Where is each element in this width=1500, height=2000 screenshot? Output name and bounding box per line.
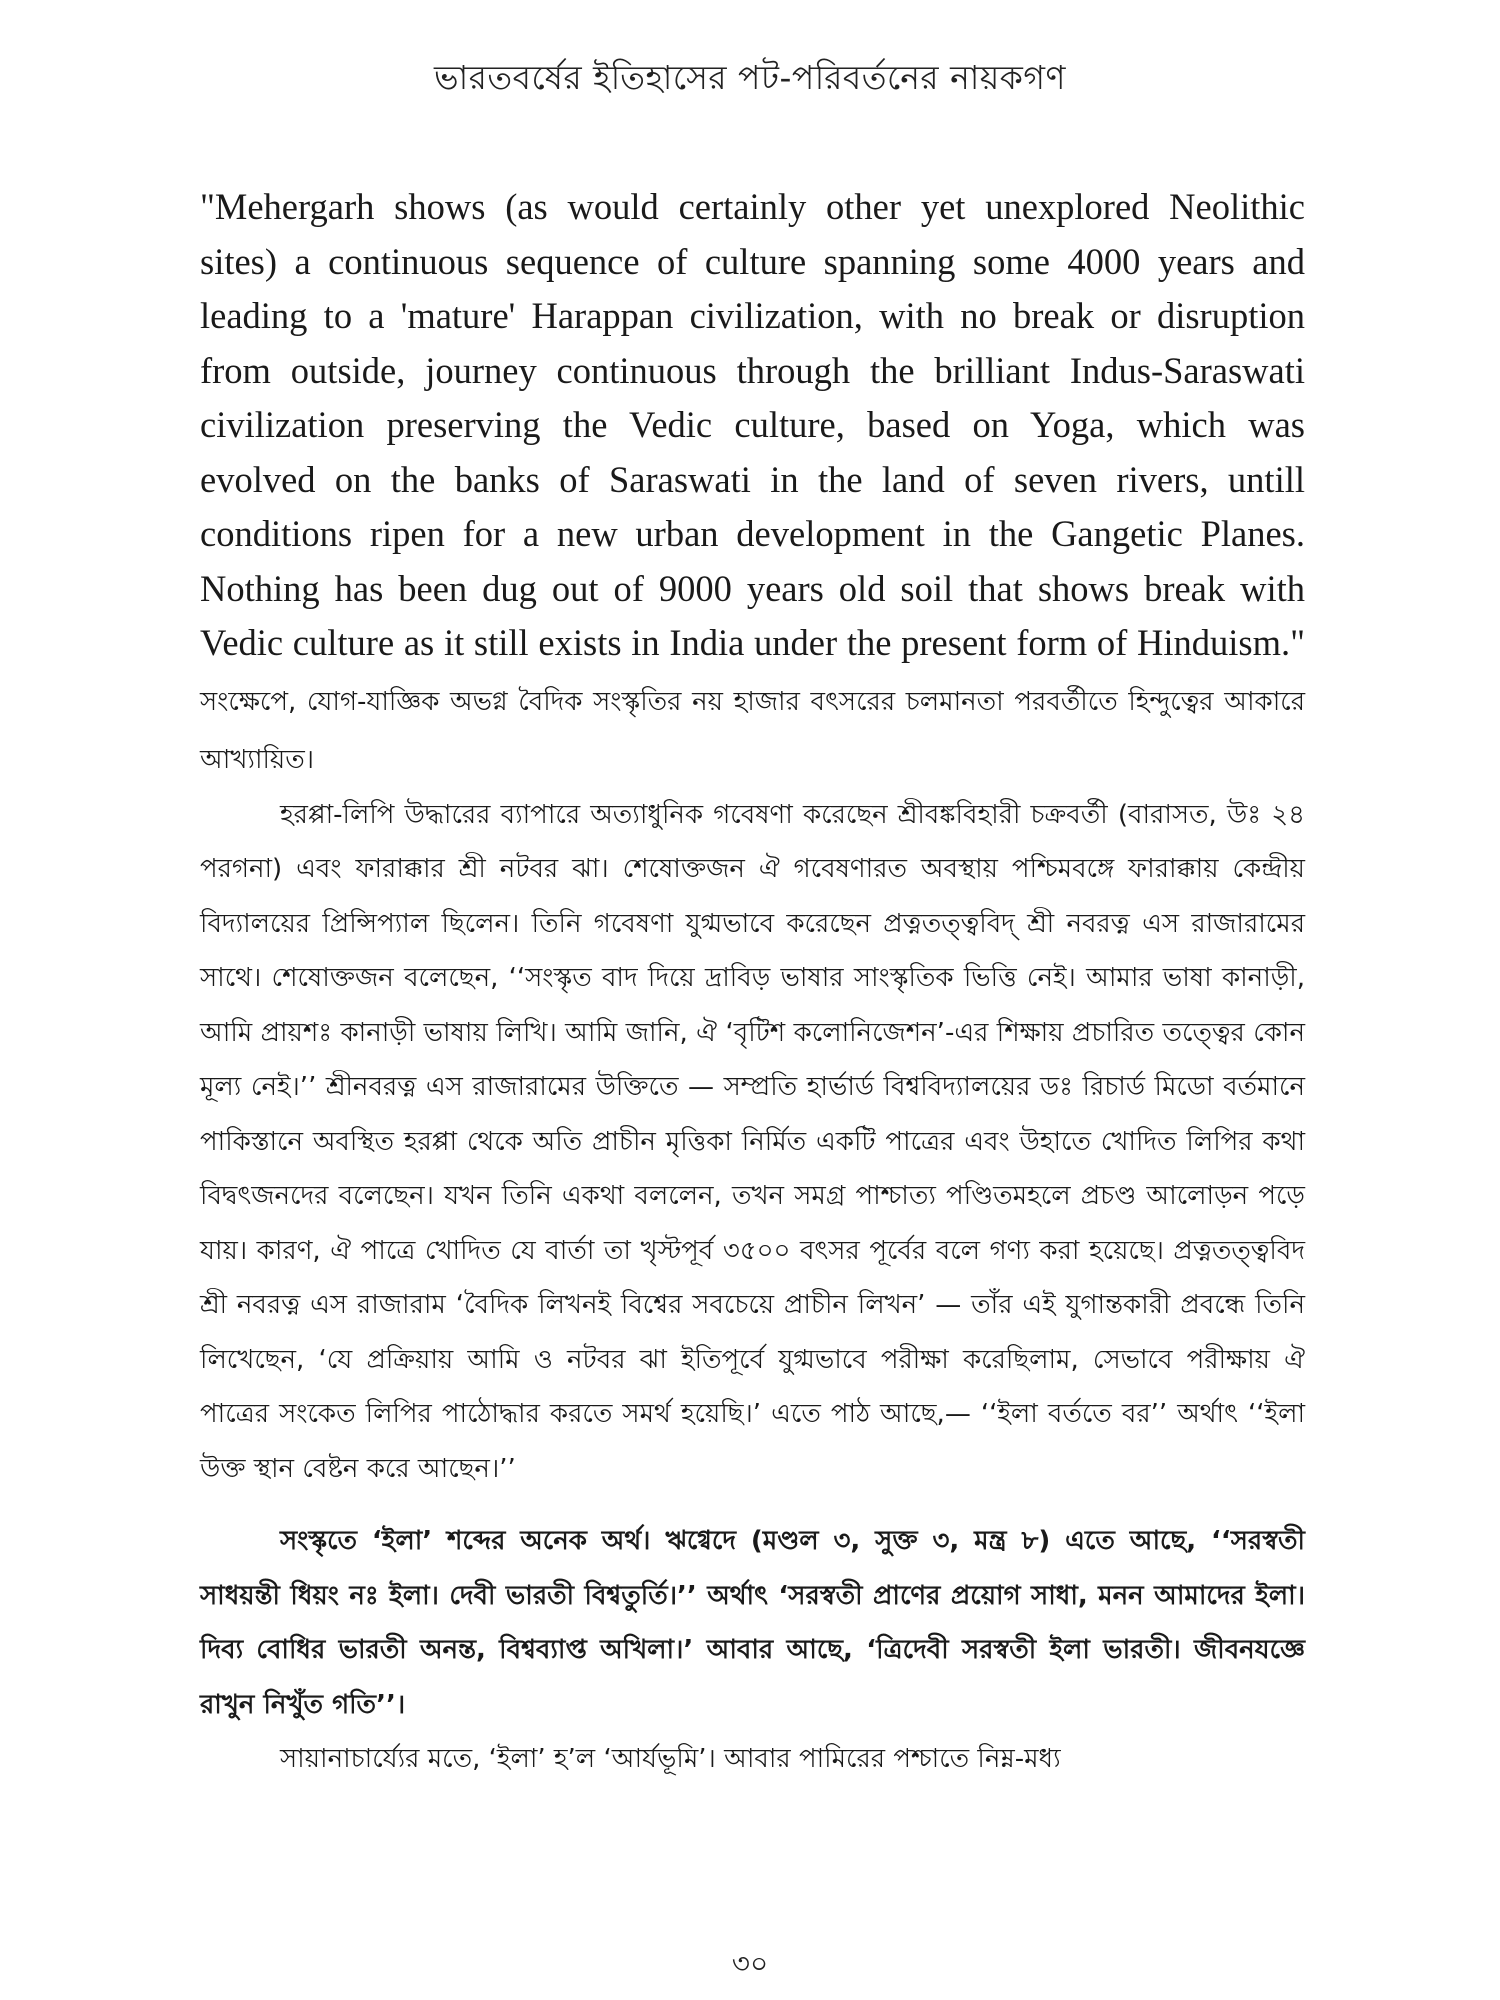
quote-english-text: "Mehergarh shows (as would certainly other yet unexplored Neolithic sites) a continuous sequence of culture spanning some 4000 years and leading to a 'mature' Harappan civilization, with no break or disruption from outside, journey continuous through the brilliant Indus-Saraswati civilization preserving the Vedic culture, based on Yoga, which was evolved on the banks of Saraswati in the land of seven rivers, untill conditions ripen for a new urban development in the Gangetic Planes. Nothing has been dug out of 9000 years old soil that shows break with Vedic culture as it still exists in India under the present form of Hinduism."	[200, 186, 1305, 663]
paragraph-ila-meaning: সংস্কৃতে ‘ইলা’ শব্দের অনেক অর্থ। ঋগ্বেদে (মণ্ডল ৩, সুক্ত ৩, মন্ত্র ৮) এতে আছে, ‘‘সরস্বতী সাধয়ন্তী ধিয়ং নঃ ইলা। দেবী ভারতী বিশ্বতুর্তি।’’ অর্থাৎ ‘সরস্বতী প্রাণের প্রয়োগ সাধা, মনন আমাদের ইলা। দিব্য বোধির ভারতী অনন্ত, বিশ্বব্যাপ্ত অখিলা।’ আবার আছে, ‘ত্রিদেবী সরস্বতী ইলা ভারতী। জীবনযজ্ঞে রাখুন নিখুঁত গতি’’।	[200, 1526, 1305, 1720]
quote-bengali-summary: সংক্ষেপে, যোগ-যাজ্ঞিক অভগ্ন বৈদিক সংস্কৃতির নয় হাজার বৎসরের চলমানতা পরবর্তীতে হিন্দুত্বের আকারে আখ্যায়িত।	[200, 686, 1305, 775]
body-text	[200, 180, 1305, 1787]
running-header-title: ভারতবর্ষের ইতিহাসের পট-পরিবর্তনের নায়কগণ	[434, 58, 1066, 97]
paragraph-sayanacharya: সায়ানাচার্য্যের মতে, ‘ইলা’ হ’ল ‘আর্যভূমি’। আবার পামিরের পশ্চাতে নিম্ন-মধ্য	[280, 1744, 1061, 1774]
paragraph-quote	[200, 180, 1305, 788]
paragraph-harappa-script: হরপ্পা-লিপি উদ্ধারের ব্যাপারে অত্যাধুনিক গবেষণা করেছেন শ্রীবঙ্কবিহারী চক্রবর্তী (বারাসত, উঃ ২৪ পরগনা) এবং ফারাক্কার শ্রী নটবর ঝা। শেষোক্তজন ঐ গবেষণারত অবস্থায় পশ্চিমবঙ্গে ফারাক্কায় কেন্দ্রীয় বিদ্যালয়ের প্রিন্সিপ্যাল ছিলেন। তিনি গবেষণা যুগ্মভাবে করেছেন প্রত্নতত্ত্ববিদ্ শ্রী নবরত্ন এস রাজারামের সাথে। শেষোক্তজন বলেছেন, ‘‘সংস্কৃত বাদ দিয়ে দ্রাবিড় ভাষার সাংস্কৃতিক ভিত্তি নেই। আমার ভাষা কানাড়ী, আমি প্রায়শঃ কানাড়ী ভাষায় লিখি। আমি জানি, ঐ ‘বৃটিশ কলোনিজেশন’-এর শিক্ষায় প্রচারিত তত্ত্বের কোন মূল্য নেই।’’ শ্রীনবরত্ন এস রাজারামের উক্তিতে — সম্প্রতি হার্ভার্ড বিশ্ববিদ্যালয়ের ডঃ রিচার্ড মিডো বর্তমানে পাকিস্তানে অবস্থিত হরপ্পা থেকে অতি প্রাচীন মৃত্তিকা নির্মিত একটি পাত্রের এবং উহাতে খোদিত লিপির কথা বিদ্বৎজনদের বলেছেন। যখন তিনি একথা বললেন, তখন সমগ্র পাশ্চাত্য পণ্ডিতমহলে প্রচণ্ড আলোড়ন পড়ে যায়। কারণ, ঐ পাত্রে খোদিত যে বার্তা তা খৃস্টপূর্ব ৩৫০০ বৎসর পূর্বের বলে গণ্য করা হয়েছে। প্রত্নতত্ত্ববিদ শ্রী নবরত্ন এস রাজারাম ‘বৈদিক লিখনই বিশ্বের সবচেয়ে প্রাচীন লিখন’ — তাঁর এই যুগান্তকারী প্রবন্ধে তিনি লিখেছেন, ‘যে প্রক্রিয়ায় আমি ও নটবর ঝা ইতিপূর্বে যুগ্মভাবে পরীক্ষা করেছিলাম, সেভাবে পরীক্ষায় ঐ পাত্রের সংকেত লিপির পাঠোদ্ধার করতে সমর্থ হয়েছি।’ এতে পাঠ আছে,— ‘‘ইলা বর্ততে বর’’ অর্থাৎ ‘‘ইলা উক্ত স্থান বেষ্টন করে আছেন।’’	[200, 799, 1305, 1484]
page-number: ৩০	[731, 1947, 769, 1980]
